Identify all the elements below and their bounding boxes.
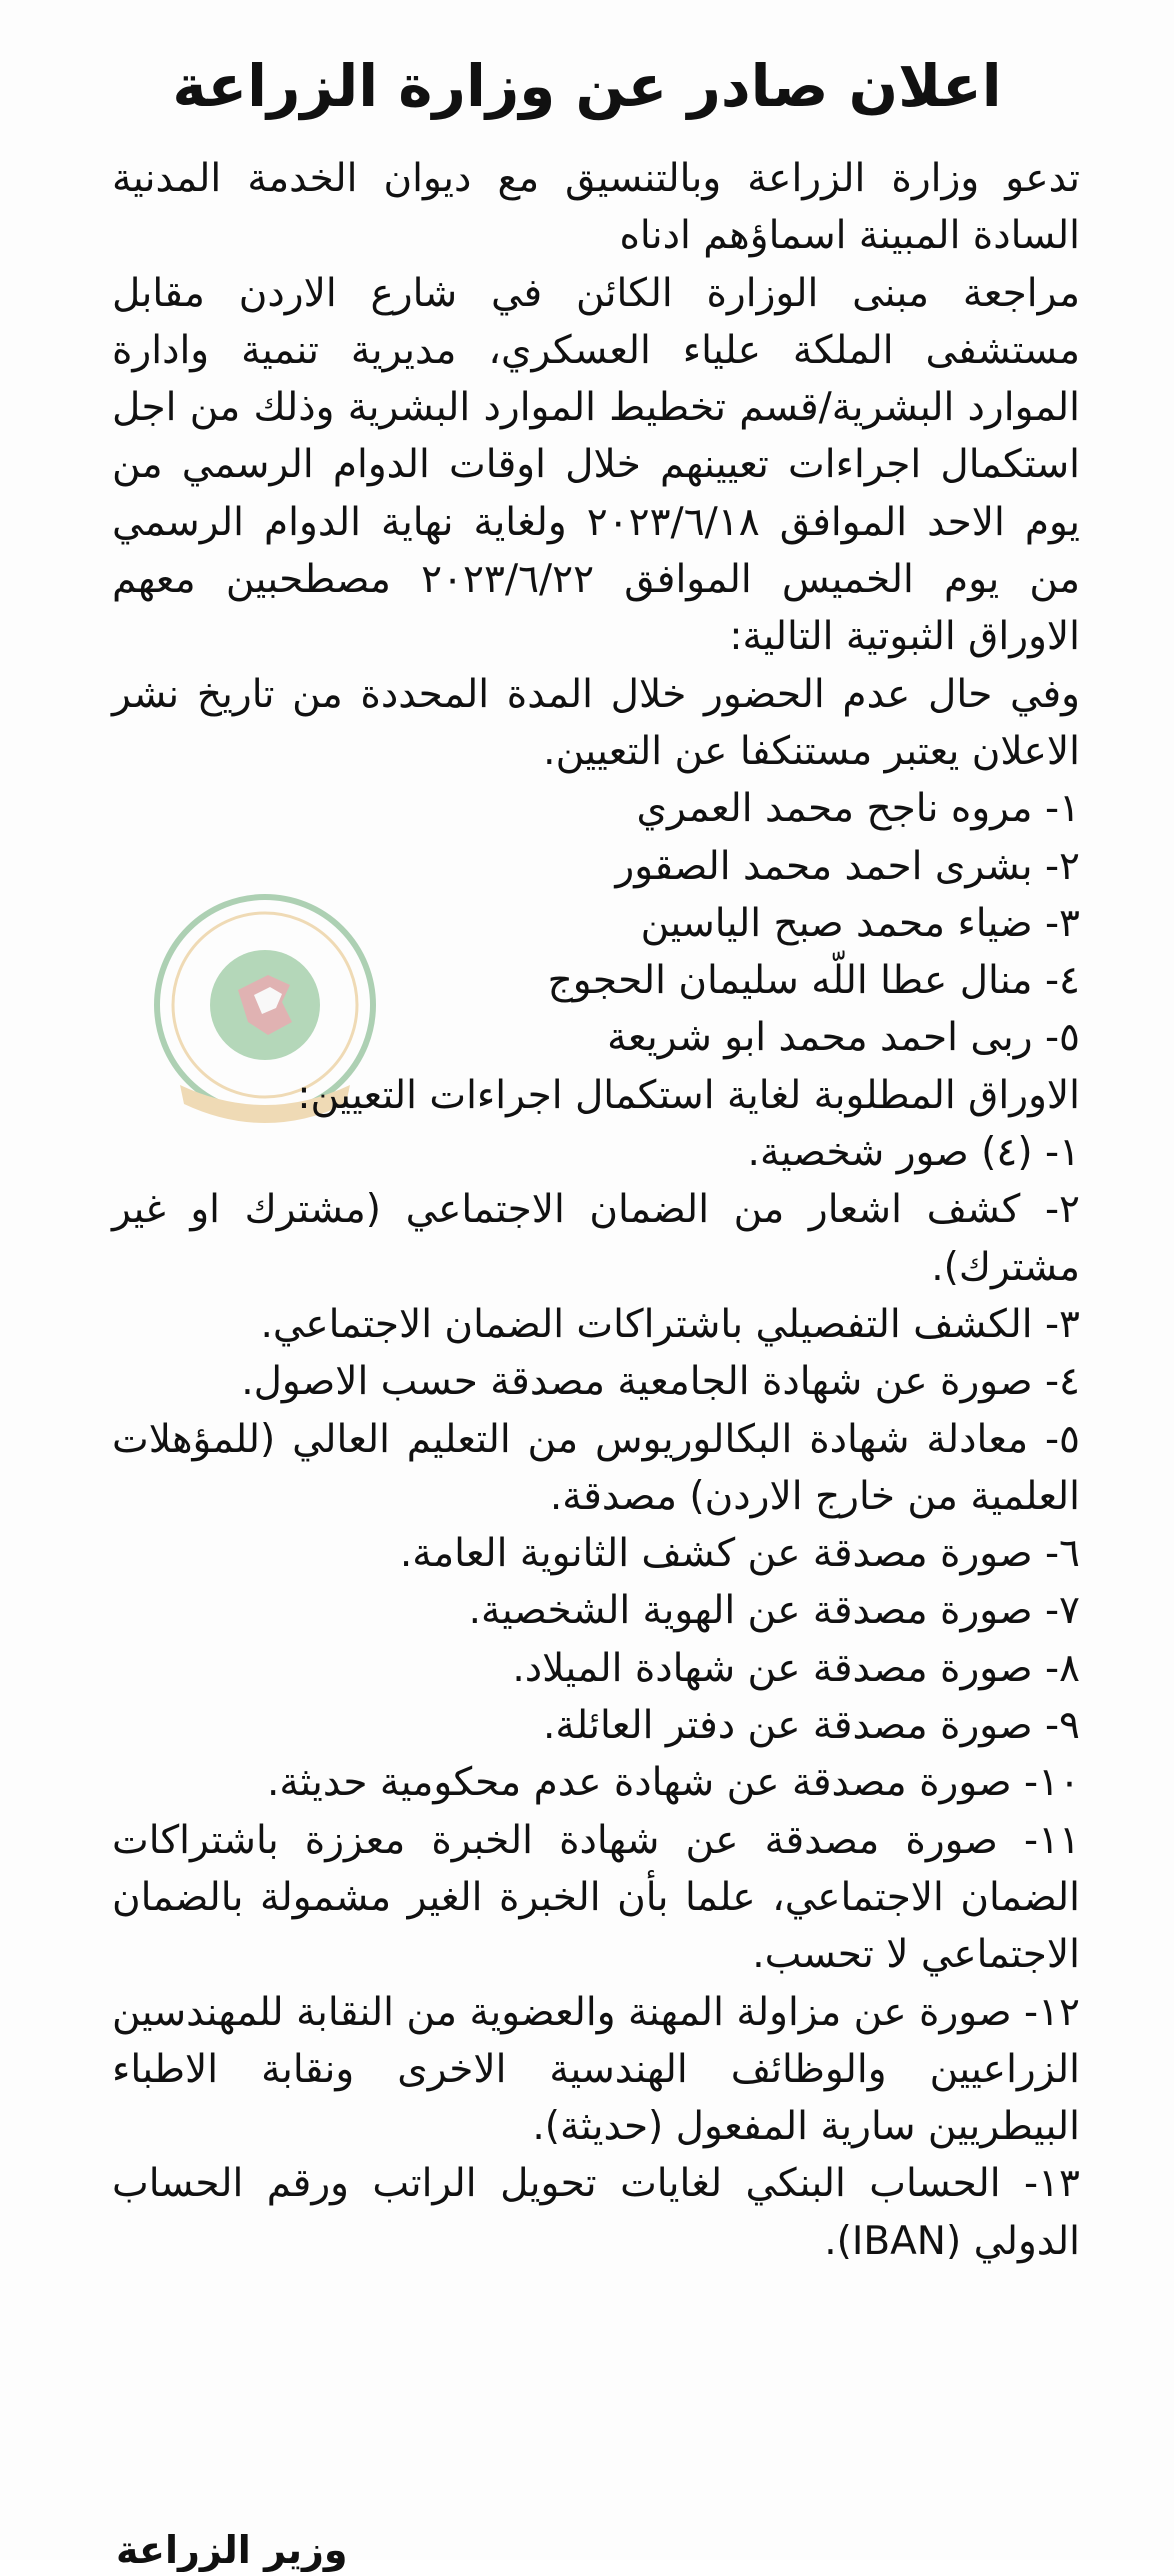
warning-paragraph: وفي حال عدم الحضور خلال المدة المحددة من تاريخ نشر الاعلان يعتبر مستنكفا عن التعيين. <box>112 671 1080 774</box>
list-item: ٤- منال عطا اللّه سليمان الحجوج <box>547 958 1080 1004</box>
instructions-paragraph: مراجعة مبنى الوزارة الكائن في شارع الاردن مقابل مستشفى الملكة علياء العسكري، مديرية تنمية وادارة الموارد البشرية/قسم تخطيط الموارد البشرية وذلك من اجل استكمال اجراءات تعيينهم خلال اوقات الدوام الرسمي من يوم الاحد الموافق ٢٠٢٣/٦/١٨ ولغاية نهاية الدوام الرسمي من يوم الخميس الموافق ٢٠٢٣/٦/٢٢ مصطحبين معهم الاوراق الثبوتية التالية: <box>112 270 1081 660</box>
list-item: ١١- صورة مصدقة عن شهادة الخبرة معززة باشتراكات الضمان الاجتماعي، علما بأن الخبرة الغير مشمولة بالضمان الاجتماعي لا تحسب. <box>112 1817 1080 1978</box>
list-item: ١٣- الحساب البنكي لغايات تحويل الراتب ورقم الحساب الدولي (IBAN). <box>112 2161 1080 2264</box>
list-item: ٢- كشف اشعار من الضمان الاجتماعي (مشترك او غير مشترك). <box>112 1187 1080 1290</box>
intro-paragraph: تدعو وزارة الزراعة وبالتنسيق مع ديوان الخدمة المدنية السادة المبينة اسماؤهم ادناه <box>112 156 1080 259</box>
list-item: ٥- ربى احمد محمد ابو شريعة <box>607 1015 1080 1061</box>
list-item: ١- مروه ناجح محمد العمري <box>636 786 1080 832</box>
list-item: ٣- الكشف التفصيلي باشتراكات الضمان الاجتماعي. <box>260 1301 1080 1347</box>
list-item: ٩- صورة مصدقة عن دفتر العائلة. <box>542 1703 1080 1749</box>
minister-signature: وزير الزراعة <box>116 2528 348 2572</box>
papers-list <box>112 1124 1080 2270</box>
list-item: ١- (٤) صور شخصية. <box>747 1130 1080 1176</box>
announcement-body <box>112 150 1080 2270</box>
announcement-title: اعلان صادر عن وزارة الزراعة <box>172 52 1002 120</box>
list-item: ٢- بشرى احمد محمد الصقور <box>615 843 1080 889</box>
list-item: ٥- معادلة شهادة البكالوريوس من التعليم العالي (للمؤهلات العلمية من خارج الاردن) مصدقة. <box>112 1416 1080 1519</box>
papers-heading: الاوراق المطلوبة لغاية استكمال اجراءات التعيين: <box>297 1072 1080 1118</box>
list-item: ٦- صورة مصدقة عن كشف الثانوية العامة. <box>399 1531 1080 1577</box>
list-item: ١٠- صورة مصدقة عن شهادة عدم محكومية حديثة. <box>266 1760 1080 1806</box>
names-list <box>112 780 1080 1066</box>
list-item: ٨- صورة مصدقة عن شهادة الميلاد. <box>512 1645 1080 1691</box>
list-item: ١٢- صورة عن مزاولة المهنة والعضوية من النقابة للمهندسين الزراعيين والوظائف الهندسية الاخرى ونقابة الاطباء البيطريين سارية المفعول (حديثة). <box>112 1989 1080 2150</box>
list-item: ٣- ضياء محمد صبح الياسين <box>640 900 1080 946</box>
list-item: ٤- صورة عن شهادة الجامعية مصدقة حسب الاصول. <box>241 1359 1080 1405</box>
list-item: ٧- صورة مصدقة عن الهوية الشخصية. <box>468 1588 1080 1634</box>
